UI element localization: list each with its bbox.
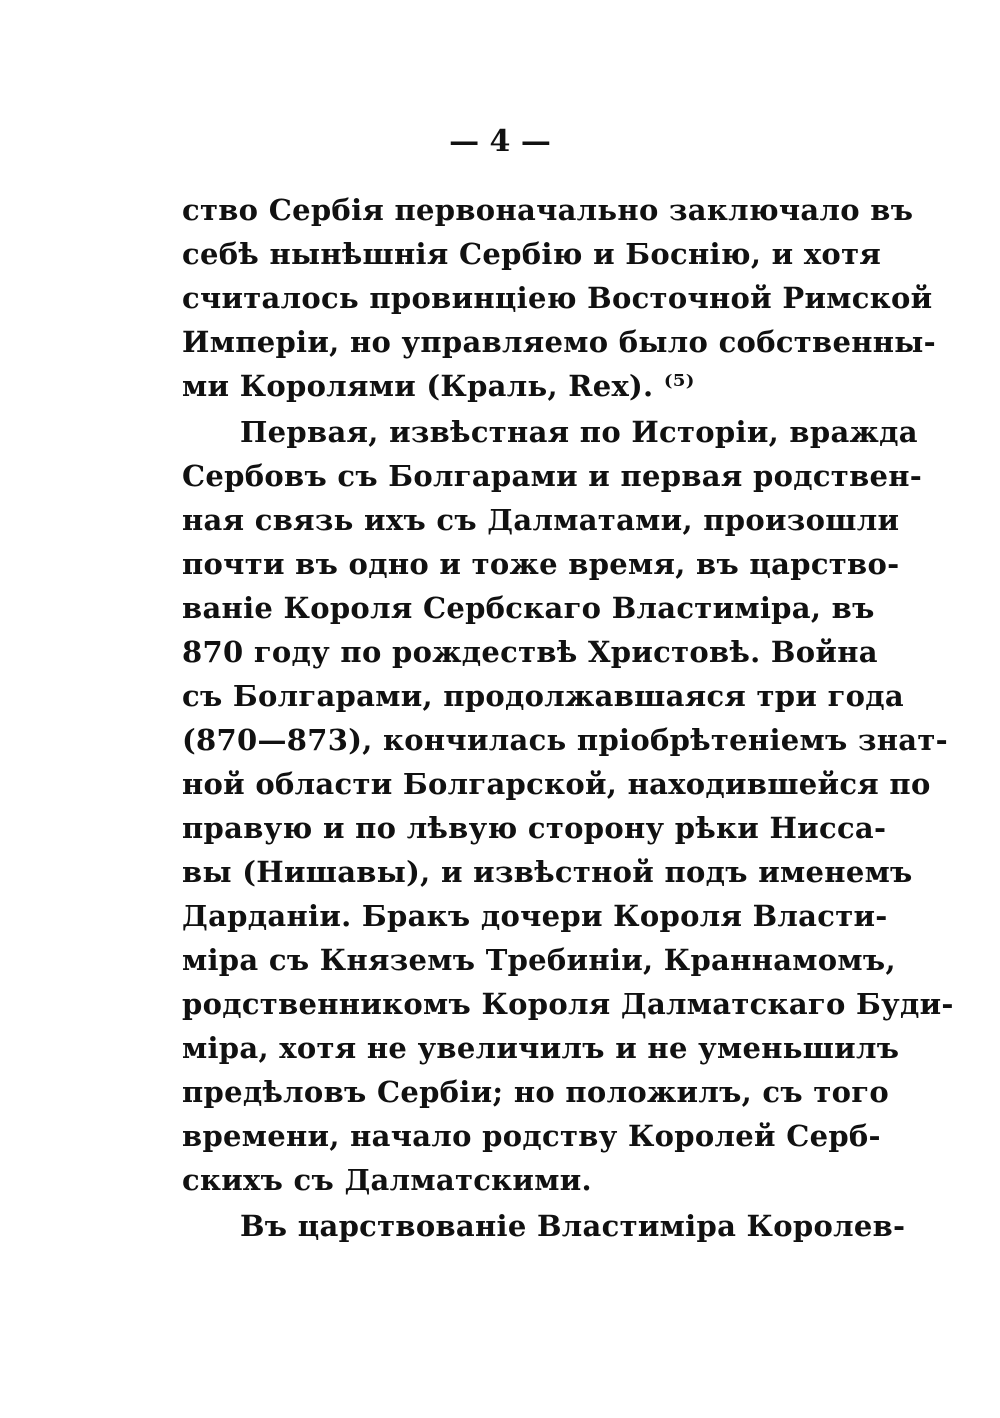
text-line: Сербовъ съ Болгарами и первая родствен- — [182, 459, 923, 493]
text-line: ми Королями (Краль, Rex). ⁽⁵⁾ — [182, 369, 695, 403]
text-line: считалось провинціею Восточной Римской — [182, 281, 933, 315]
text-line: родственникомъ Короля Далматскаго Буди- — [182, 987, 954, 1021]
text-line: 870 году по рождествѣ Христовѣ. Война — [182, 635, 878, 669]
text-line: себѣ нынѣшнія Сербію и Боснію, и хотя — [182, 237, 882, 271]
text-line: предѣловъ Сербіи; но положилъ, съ того — [182, 1075, 889, 1109]
text-line: Въ царствованіе Властиміра Королев- — [240, 1209, 906, 1243]
text-line: скихъ съ Далматскими. — [182, 1163, 592, 1197]
text-line: Первая, извѣстная по Исторіи, вражда — [240, 415, 918, 449]
text-line: вы (Нишавы), и извѣстной подъ именемъ — [182, 855, 913, 889]
text-line: Дарданіи. Бракъ дочери Короля Власти- — [182, 899, 888, 933]
text-line: міра, хотя не увеличилъ и не уменьшилъ — [182, 1031, 900, 1065]
text-line: Имперіи, но управляемо было собственны- — [182, 325, 937, 359]
text-line: правую и по лѣвую сторону рѣки Нисса- — [182, 811, 887, 845]
text-line: (870—873), кончилась пріобрѣтеніемъ знат- — [182, 723, 948, 757]
text-line: ной области Болгарской, находившейся по — [182, 767, 931, 801]
text-line: времени, начало родству Королей Серб- — [182, 1119, 881, 1153]
text-line: почти въ одно и тоже время, въ царство- — [182, 547, 900, 581]
text-line: ваніе Короля Сербскаго Властиміра, въ — [182, 591, 875, 625]
text-line: съ Болгарами, продолжавшаяся три года — [182, 679, 905, 713]
page-number: — 4 — — [449, 124, 551, 159]
text-line: ная связь ихъ съ Далматами, произошли — [182, 503, 900, 537]
text-line: ство Сербія первоначально заключало въ — [182, 193, 914, 227]
text-line: міра съ Княземъ Требиніи, Краннамомъ, — [182, 943, 896, 977]
